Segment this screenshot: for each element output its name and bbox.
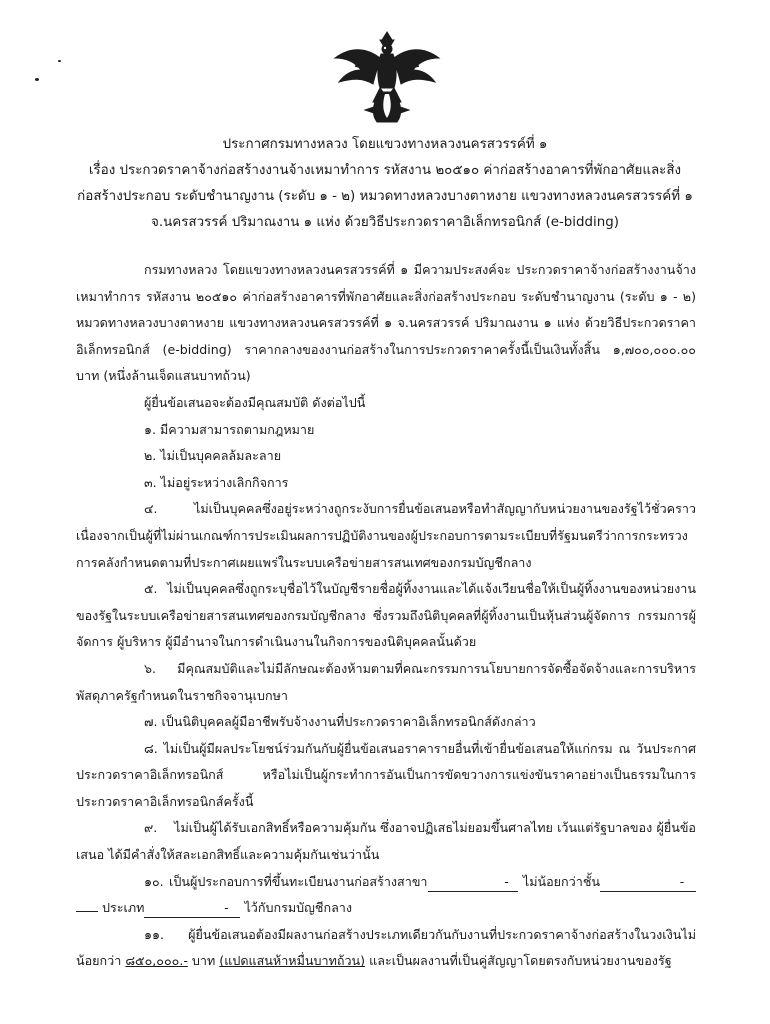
item10-blank-type: - (144, 899, 240, 918)
intro-paragraph: กรมทางหลวง โดยแขวงทางหลวงนครสวรรค์ที่ ๑ มีความประสงค์จะ ประกวดราคาจ้างก่อสร้างงานจ้างเหมาทำการ รหัสงาน ๒๐๕๑๐ ค่าก่อสร้างอาคารที่พักอาศัยและสิ่งก่อสร้างประกอบ ระดับชำนาญงาน (ระดับ ๑ - ๒) หมวดทางหลวงบางตาหงาย แขวงทางหลวงนครสวรรค์ที่ ๑ จ.นครสวรรค์ ปริมาณงาน ๑ แห่ง ด้วยวิธีประกวดราคาอิเล็กทรอนิกส์ (e-bidding) ราคากลางของงานก่อสร้างในการประกวดราคาครั้งนี้เป็นเงินทั้งสิ้น ๑,๗๐๐,๐๐๐.๐๐ บาท (หนึ่งล้านเจ็ดแสนบาทถ้วน) (76, 262, 696, 384)
item11-amount: ๘๕๐,๐๐๐.- (125, 953, 188, 969)
qualification-item-6: ๖. มีคุณสมบัติและไม่มีลักษณะต้องห้ามตามที่คณะกรรมการนโยบายการจัดซื้อจัดจ้างและการบริหารพัสดุภาครัฐกำหนดในราชกิจจานุเบกษา (76, 660, 696, 703)
qualification-item-4: ๔. ไม่เป็นบุคคลซึ่งอยู่ระหว่างถูกระงับการยื่นข้อเสนอหรือทำสัญญากับหน่วยงานของรัฐไว้ชั่วคราวเนื่องจากเป็นผู้ที่ไม่ผ่านเกณฑ์การประเมินผลการปฏิบัติงานของผู้ประกอบการตามระเบียบที่รัฐมนตรีว่าการกระทรวงการคลังกำหนดตามที่ประกาศเผยแพร่ในระบบเครือข่ายสารสนเทศของกรมบัญชีกลาง (76, 501, 696, 570)
qualification-item-11 (76, 922, 696, 975)
announcement-header (60, 132, 710, 236)
qualification-item-1: ๑. มีความสามารถตามกฎหมาย (144, 421, 315, 437)
item11-text-c: และเป็นผลงานที่เป็นคู่สัญญาโดยตรงกับหน่วยงานของรัฐ (369, 953, 672, 969)
item10-blank-branch: - (428, 873, 518, 892)
item11-amount-words: (แปดแสนห้าหมื่นบาทถ้วน) (219, 953, 366, 969)
qualification-item-10 (76, 869, 696, 922)
scan-speck (58, 60, 61, 62)
qualification-item-2: ๒. ไม่เป็นบุคคลล้มละลาย (144, 448, 282, 464)
item10-blank-continuation (76, 911, 98, 912)
qualification-item-3: ๓. ไม่อยู่ระหว่างเลิกกิจการ (144, 474, 289, 490)
header-line-4: จ.นครสวรรค์ ปริมาณงาน ๑ แห่ง ด้วยวิธีประกวดราคาอิเล็กทรอนิกส์ (e-bidding) (151, 215, 619, 230)
qualification-item-8: ๘. ไม่เป็นผู้มีผลประโยชน์ร่วมกันกับผู้ยื่นข้อเสนอราคารายอื่นที่เข้ายื่นข้อเสนอให้แก่กรม ณ วันประกาศประกวดราคาอิเล็กทรอนิกส์ หรือไม่เป็นผู้กระทำการอันเป็นการขัดขวางการแข่งขันราคาอย่างเป็นธรรมในการประกวดราคาอิเล็กทรอนิกส์ครั้งนี้ (76, 740, 696, 809)
header-line-2: เรื่อง ประกวดราคาจ้างก่อสร้างงานจ้างเหมาทำการ รหัสงาน ๒๐๕๑๐ ค่าก่อสร้างอาคารที่พักอาศัยและสิ่ง (88, 163, 682, 178)
item10-text-b: ไม่น้อยกว่าชั้น (522, 873, 600, 889)
item10-text-c: ประเภท (102, 900, 145, 916)
header-line-3: ก่อสร้างประกอบ ระดับชำนาญงาน (ระดับ ๑ - ๒) หมวดทางหลวงบางตาหงาย แขวงทางหลวงนครสวรรค์ที่ ๑ (77, 189, 693, 204)
qualification-item-9: ๙. ไม่เป็นผู้ได้รับเอกสิทธิ์หรือความคุ้มกัน ซึ่งอาจปฏิเสธไม่ยอมขึ้นศาลไทย เว้นแต่รัฐบาลของ ผู้ยื่นข้อเสนอ ได้มีคำสั่งให้สละเอกสิทธิ์และความคุ้มกันเช่นว่านั้น (76, 820, 696, 863)
qualification-item-5: ๕. ไม่เป็นบุคคลซึ่งถูกระบุชื่อไว้ในบัญชีรายชื่อผู้ทิ้งงานและได้แจ้งเวียนชื่อให้เป็นผู้ทิ้งงานของหน่วยงานของรัฐในระบบเครือข่ายสารสนเทศของกรมบัญชีกลาง ซึ่งรวมถึงนิติบุคคลที่ผู้ทิ้งงานเป็นหุ้นส่วนผู้จัดการ กรรมการผู้จัดการ ผู้บริหาร ผู้มีอำนาจในการดำเนินงานในกิจการของนิติบุคคลนั้นด้วย (76, 581, 696, 650)
item11-text-a: ๑๑. ผู้ยื่นข้อเสนอต้องมีผลงานก่อสร้างประเภทเดียวกันกับงานที่ประกวดราคาจ้างก่อสร้างในวงเงินไม่น้อยกว่า (76, 926, 696, 969)
item11-text-b: บาท (191, 953, 216, 969)
garuda-emblem (325, 30, 449, 126)
item10-text-d: ไว้กับกรมบัญชีกลาง (244, 900, 353, 916)
item10-blank-class: - (600, 873, 696, 892)
header-line-1: ประกาศกรมทางหลวง โดยแขวงทางหลวงนครสวรรค์ที่ ๑ (222, 137, 548, 152)
announcement-body (76, 257, 696, 975)
item10-text-a: ๑๐. เป็นผู้ประกอบการที่ขึ้นทะเบียนงานก่อสร้างสาขา (144, 873, 428, 889)
qualification-item-7: ๗. เป็นนิติบุคคลผู้มีอาชีพรับจ้างงานที่ประกวดราคาอิเล็กทรอนิกส์ดังกล่าว (144, 714, 536, 730)
qualifications-heading: ผู้ยื่นข้อเสนอจะต้องมีคุณสมบัติ ดังต่อไปนี้ (144, 394, 366, 410)
scan-speck (35, 78, 39, 81)
